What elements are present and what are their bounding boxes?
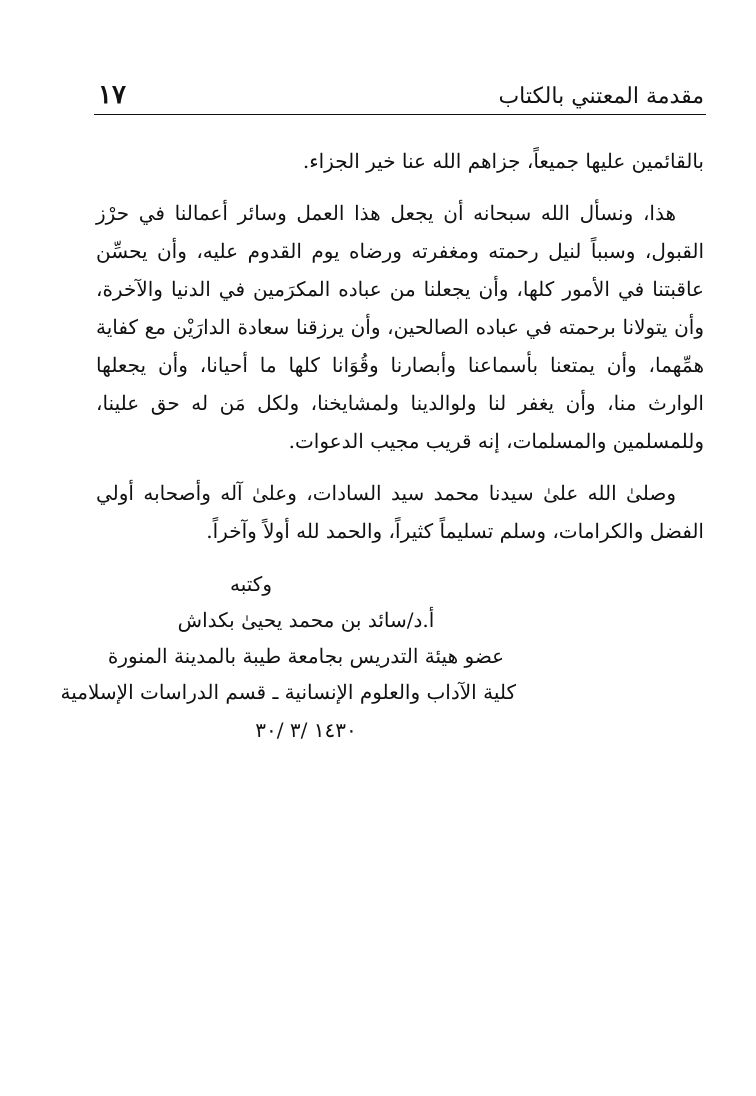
- signature-department: كلية الآداب والعلوم الإنسانية ـ قسم الدراسات الإسلامية: [60, 680, 516, 704]
- paragraph-closing-thanks: بالقائمين عليها جميعاً، جزاهم الله عنا خير الجزاء.: [302, 149, 704, 173]
- body-text: [96, 142, 704, 564]
- header-rule: [94, 114, 706, 115]
- page-number: ١٧: [98, 80, 126, 110]
- signature-position: عضو هيئة التدريس بجامعة طيبة بالمدينة المنورة: [107, 644, 505, 668]
- running-head: [94, 80, 706, 114]
- paragraph-salutation: وصلىٰ الله علىٰ سيدنا محمد سيد السادات، وعلىٰ آله وأصحابه أولي الفضل والكرامات، وسلم تسليماً كثيراً، والحمد لله أولاً وآخراً.: [96, 481, 704, 543]
- signature-wrote-by: وكتبه: [230, 572, 272, 596]
- signature-block: [60, 566, 516, 748]
- signature-author-name: أ.د/سائد بن محمد يحيىٰ بكداش: [177, 608, 435, 632]
- running-title: مقدمة المعتني بالكتاب: [498, 84, 704, 109]
- signature-date: ١٤٣٠ /٣ /٣٠: [255, 718, 357, 742]
- paragraph-supplication: هذا، ونسأل الله سبحانه أن يجعل هذا العمل وسائر أعمالنا في حرْز القبول، وسبباً لنيل رحمته ومغفرته ورضاه يوم القدوم عليه، وأن يحسِّن عاقبتنا في الأمور كلها، وأن يجعلنا من عباده المكرَمين في الدنيا والآخرة، وأن يتولانا برحمته في عباده الصالحين، وأن يرزقنا سعادة الدارَيْن مع كفاية همِّهما، وأن يمتعنا بأسماعنا وأبصارنا وقُوَانا كلها ما أحيانا، وأن يجعلها الوارث منا، وأن يغفر لنا ولوالدينا ولمشايخنا، ولكل مَن له حق علينا، وللمسلمين والمسلمات، إنه قريب مجيب الدعوات.: [96, 201, 704, 453]
